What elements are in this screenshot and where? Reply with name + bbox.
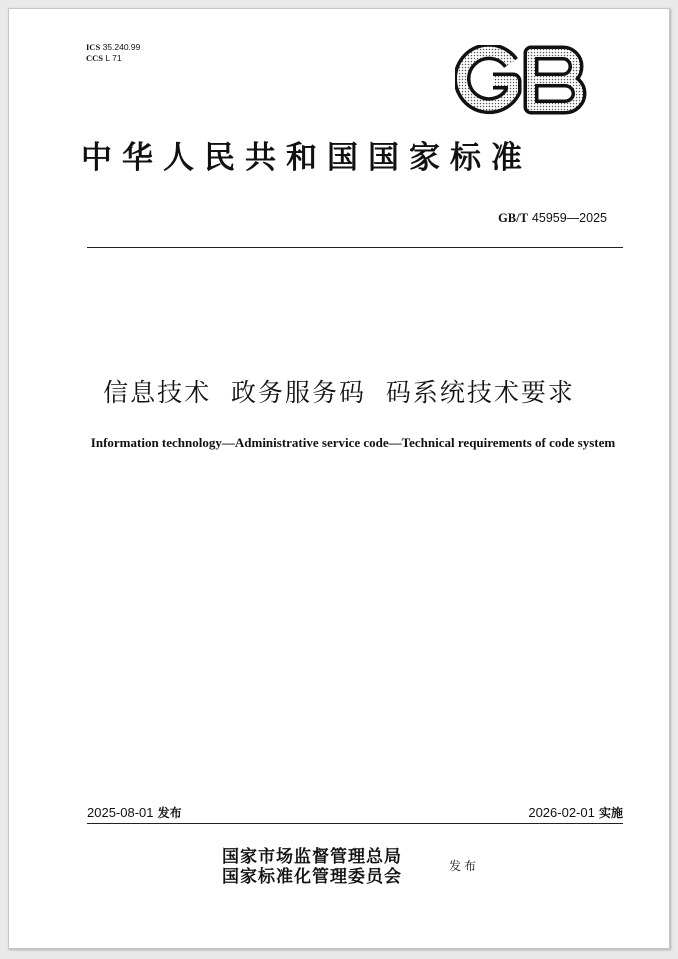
ccs-label: CCS [86,53,104,63]
ics-value: 35.240.99 [102,42,141,52]
implementation-date [528,804,623,821]
english-title: Information technology—Administrative service code—Technical requirements of code system [90,435,616,450]
issue-label: 发布 [449,859,480,873]
national-standard-title: 中华人民共和国国家标准 [81,140,532,176]
implementation-date-value: 2026-02-01 [528,805,595,820]
chinese-title: 信息技术 政务服务码 码系统技术要求 [103,378,575,407]
gb-logo [455,45,589,115]
implementation-label: 实施 [598,806,623,820]
standard-code [498,210,607,226]
footer-divider [87,823,623,824]
gb-logo-text: GB [455,45,457,46]
standard-code-prefix: GB/T [498,211,528,225]
ics-classification [86,42,140,52]
issuing-authorities [222,847,402,887]
ics-label: ICS [86,42,101,52]
issuer-samr: 国家市场监督管理总局 [222,847,402,867]
document-page [8,8,670,949]
standard-code-number: 45959—2025 [531,211,607,225]
issuer-sac: 国家标准化管理委员会 [222,867,402,887]
publication-label: 发布 [157,806,182,820]
header-divider [87,247,623,248]
ccs-classification [86,53,122,63]
ccs-value: L 71 [105,53,122,63]
publication-date-value: 2025-08-01 [87,805,154,820]
publication-date [87,804,182,821]
